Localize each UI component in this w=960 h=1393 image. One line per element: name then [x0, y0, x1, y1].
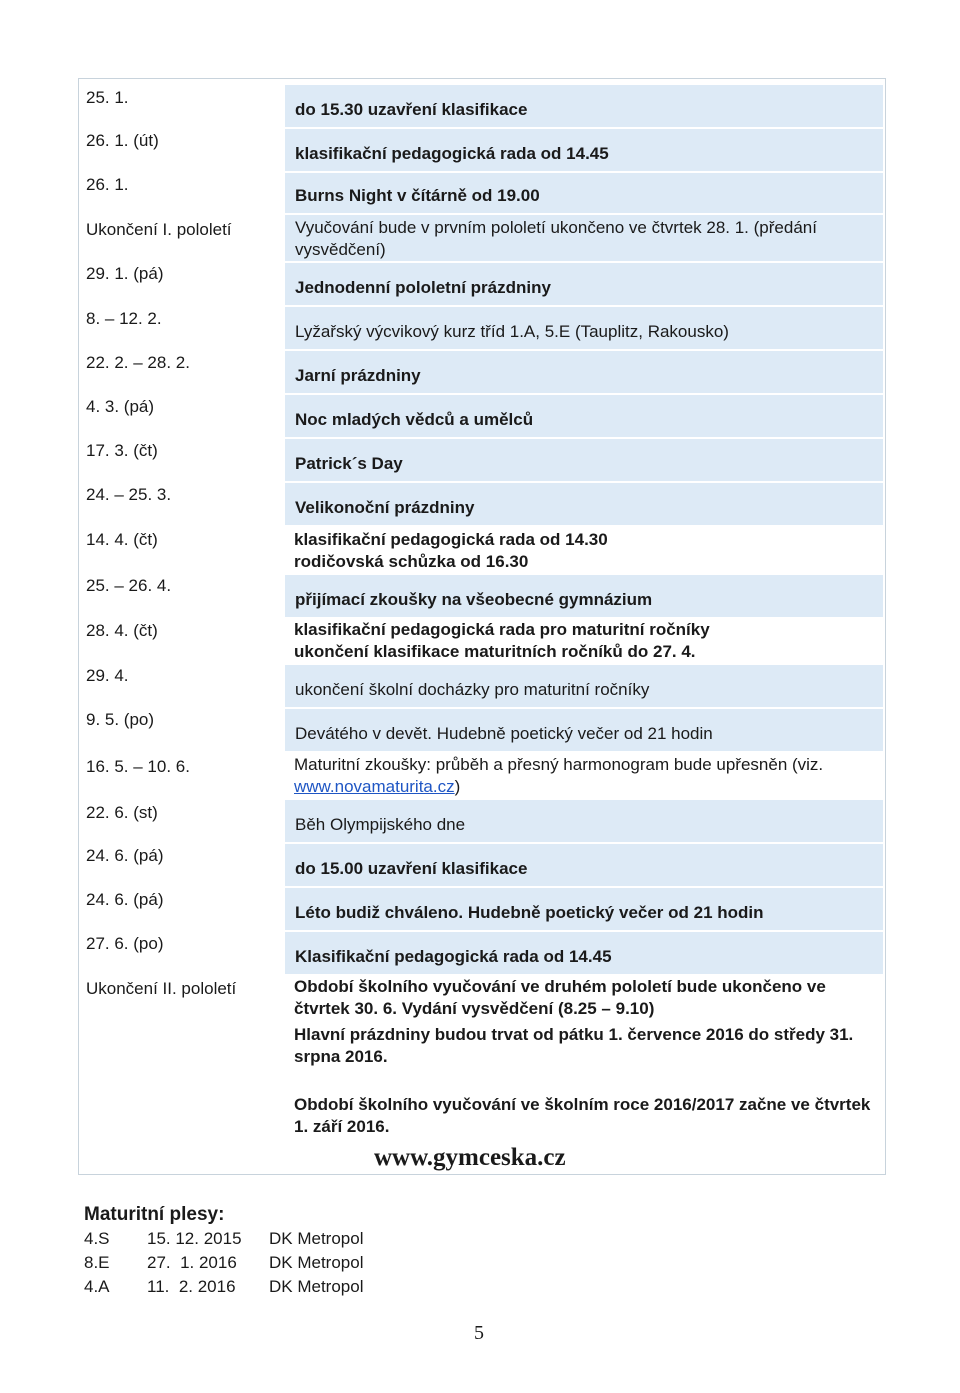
event-text: Patrick´s Day — [295, 454, 403, 473]
plesy-place: DK Metropol — [269, 1229, 364, 1248]
event-date: 26. 1. — [86, 175, 129, 194]
event-text: Noc mladých vědců a umělců — [295, 410, 534, 429]
plesy-class: 4.S — [84, 1229, 110, 1248]
event-text: srpna 2016. — [294, 1047, 388, 1066]
event-text-block — [294, 529, 874, 573]
event-text: Období školního vyučování ve druhém pololetí bude ukončeno ve — [294, 977, 826, 996]
event-text: Hlavní prázdniny budou trvat od pátku 1. července 2016 do středy 31. — [294, 1025, 854, 1044]
event-cell — [284, 350, 884, 394]
event-text-block — [294, 754, 874, 798]
event-text: do 15.00 uzavření klasifikace — [295, 859, 528, 878]
link-suffix: ) — [454, 777, 461, 796]
event-text: Léto budiž chváleno. Hudebně poetický večer od 21 hodin — [295, 903, 764, 922]
next-year-note — [294, 1094, 874, 1138]
event-text: rodičovská schůzka od 16.30 — [294, 552, 529, 571]
event-date: 16. 5. – 10. 6. — [86, 757, 190, 776]
event-text: Vyučování bude v prvním pololetí ukončeno ve čtvrtek 28. 1. (předání — [295, 218, 817, 237]
event-text: Jednodenní pololetní prázdniny — [295, 278, 551, 297]
event-text: Lyžařský výcvikový kurz tříd 1.A, 5.E (Tauplitz, Rakousko) — [295, 322, 729, 341]
event-date: 27. 6. (po) — [86, 934, 164, 953]
event-date: 22. 6. (st) — [86, 803, 158, 822]
page-number: 5 — [474, 1322, 484, 1344]
plesy-date: 15. 12. 2015 — [147, 1229, 242, 1248]
event-cell — [284, 128, 884, 172]
event-date: 24. 6. (pá) — [86, 846, 164, 865]
event-text: Jarní prázdniny — [295, 366, 421, 385]
event-text: ukončení školní docházky pro maturitní ročníky — [295, 680, 650, 699]
event-text: Období školního vyučování ve školním roce 2016/2017 začne ve čtvrtek — [294, 1095, 871, 1114]
plesy-date: 27. 1. 2016 — [147, 1253, 237, 1272]
plesy-class: 4.A — [84, 1277, 110, 1296]
website-url[interactable]: www.gymceska.cz — [374, 1144, 566, 1171]
event-date: 25. – 26. 4. — [86, 576, 172, 595]
event-date: 26. 1. (út) — [86, 131, 159, 150]
plesy-place: DK Metropol — [269, 1277, 364, 1296]
event-text: čtvrtek 30. 6. Vydání vysvědčení (8.25 – 9.10) — [294, 999, 655, 1018]
event-cell — [284, 664, 884, 708]
event-text: klasifikační pedagogická rada od 14.45 — [295, 144, 609, 163]
event-date: 9. 5. (po) — [86, 710, 155, 729]
event-date: 24. 6. (pá) — [86, 890, 164, 909]
event-date: 28. 4. (čt) — [86, 621, 158, 640]
event-cell — [284, 438, 884, 482]
event-cell — [284, 574, 884, 618]
event-date: 25. 1. — [86, 88, 129, 107]
event-date: Ukončení II. pololetí — [86, 979, 237, 998]
event-text: Maturitní zkoušky: průběh a přesný harmonogram bude upřesněn (viz. — [294, 755, 824, 774]
event-cell — [284, 799, 884, 843]
event-text: Burns Night v čítárně od 19.00 — [295, 186, 540, 205]
event-date: 24. – 25. 3. — [86, 485, 172, 504]
event-text-block — [294, 619, 874, 663]
novamaturita-link[interactable]: www.novamaturita.cz — [294, 777, 455, 796]
event-cell — [284, 394, 884, 438]
plesy-title: Maturitní plesy: — [84, 1204, 225, 1225]
event-date: 22. 2. – 28. 2. — [86, 353, 190, 372]
event-cell — [284, 482, 884, 526]
event-date: 8. – 12. 2. — [86, 309, 162, 328]
plesy-date: 11. 2. 2016 — [147, 1277, 236, 1296]
event-text: 1. září 2016. — [294, 1117, 390, 1136]
event-cell — [284, 84, 884, 128]
event-cell — [284, 887, 884, 931]
event-cell — [284, 708, 884, 752]
event-text: do 15.30 uzavření klasifikace — [295, 100, 528, 119]
event-date: 14. 4. (čt) — [86, 530, 158, 549]
event-text: klasifikační pedagogická rada pro maturitní ročníky — [294, 620, 710, 639]
event-date: 17. 3. (čt) — [86, 441, 158, 460]
event-cell — [284, 931, 884, 975]
event-date: 4. 3. (pá) — [86, 397, 155, 416]
event-text: Velikonoční prázdniny — [295, 498, 475, 517]
event-text: Klasifikační pedagogická rada od 14.45 — [295, 947, 612, 966]
event-text: klasifikační pedagogická rada od 14.30 — [294, 530, 608, 549]
event-cell — [284, 306, 884, 350]
event-text: přijímací zkoušky na všeobecné gymnázium — [295, 590, 653, 609]
event-cell — [284, 262, 884, 306]
event-cell — [284, 214, 884, 262]
event-text: vysvědčení) — [295, 240, 386, 259]
event-text-block — [294, 976, 874, 1020]
event-text: Běh Olympijského dne — [295, 815, 466, 834]
event-date: Ukončení I. pololetí — [86, 220, 232, 239]
event-date: 29. 1. (pá) — [86, 264, 164, 283]
event-text: Devátého v devět. Hudebně poetický večer od 21 hodin — [295, 724, 713, 743]
event-text: ukončení klasifikace maturitních ročníků do 27. 4. — [294, 642, 696, 661]
event-cell — [284, 172, 884, 214]
plesy-class: 8.E — [84, 1253, 110, 1272]
plesy-place: DK Metropol — [269, 1253, 364, 1272]
holidays-note — [294, 1024, 874, 1068]
event-cell — [284, 843, 884, 887]
event-date: 29. 4. — [86, 666, 129, 685]
